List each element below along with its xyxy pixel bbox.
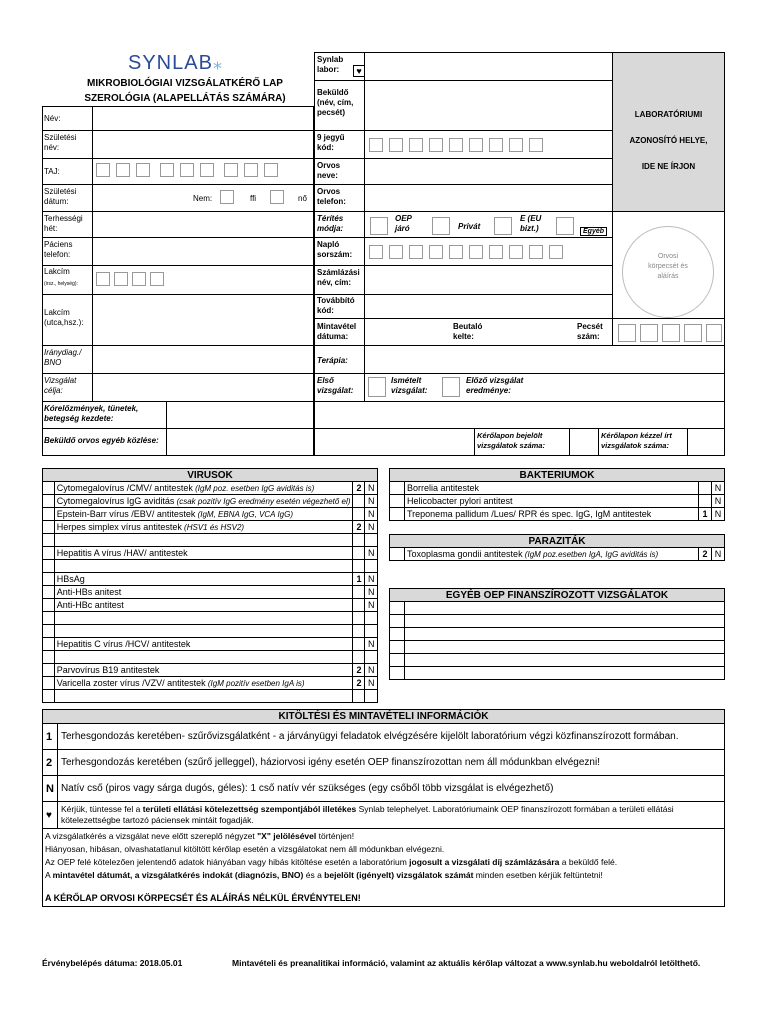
test-checkbox[interactable] (390, 667, 405, 680)
test-tube-type (365, 612, 378, 625)
test-key: 2 (699, 548, 712, 561)
test-checkbox[interactable] (43, 651, 55, 664)
label-terapia: Terápia: (317, 356, 348, 365)
test-checkbox[interactable] (390, 495, 405, 508)
heart-icon: ♥ (353, 65, 365, 77)
nev-field[interactable] (93, 107, 313, 129)
test-key (353, 560, 365, 573)
test-checkbox[interactable] (43, 573, 55, 586)
test-checkbox[interactable] (390, 508, 405, 521)
note-3: Az OEP felé kötelezően jelentendő adatok hiányában vagy hibás kitöltése esetén a laboratórium jogosult a vizsgálati díj számlázására a beküldő felé. (45, 857, 618, 867)
test-key (353, 547, 365, 560)
label-beutalo: Beutaló kelte: (453, 322, 483, 341)
label-iranydiag: Iránydiag./ BNO (44, 348, 82, 367)
note-invalid: A KÉRŐLAP ORVOSI KÖRPECSÉT ÉS ALÁÍRÁS NÉLKÜL ÉRVÉNYTELEN! (45, 893, 361, 903)
label-eu: E (EU bizt.) (520, 214, 542, 233)
label-ffi: ffi (250, 194, 257, 203)
label-szuletesi-datum: Születési dátum: (44, 187, 77, 206)
test-row (43, 690, 378, 703)
test-name: Herpes simplex vírus antitestek (HSV1 és HSV2) (54, 521, 353, 534)
test-name (54, 690, 353, 703)
parazitak-table (389, 534, 725, 561)
info-section (42, 709, 725, 907)
test-checkbox[interactable] (43, 521, 55, 534)
empty-row (390, 667, 725, 680)
test-key (353, 599, 365, 612)
test-name[interactable] (405, 654, 725, 667)
test-row (43, 638, 378, 651)
info-key-2: 2 (43, 750, 58, 776)
test-tube-type: N (365, 547, 378, 560)
empty-row (390, 654, 725, 667)
label-terites: Térítés módja: (317, 214, 344, 233)
test-row (43, 547, 378, 560)
lab-id-line2: AZONOSÍTÓ HELYE, (629, 136, 708, 145)
test-name: Cytomegalovírus IgG aviditás (csak pozitív IgG eredmény esetén végezhető el) (54, 495, 353, 508)
label-vizsgalat-celja: Vizsgálat célja: (44, 376, 77, 395)
test-row (390, 482, 725, 495)
test-row (43, 560, 378, 573)
info-row-1: Terhesgondozás keretében- szűrővizsgálatként - a járványügyi feladatok elvégzésére kijelölt laboratórium végzi közfinanszírozott formában. (57, 724, 724, 750)
elso-checkbox[interactable] (368, 377, 386, 397)
nem-box-1[interactable] (220, 190, 234, 204)
label-oep: OEP járó (395, 214, 412, 233)
test-row (390, 548, 725, 561)
label-szuletesi-nev: Születési név: (44, 133, 77, 152)
test-checkbox[interactable] (43, 625, 55, 638)
test-row (43, 612, 378, 625)
footer-date: Érvénybelépés dátuma: 2018.05.01 (42, 958, 183, 968)
test-row (43, 495, 378, 508)
test-tube-type: N (365, 586, 378, 599)
test-name[interactable] (405, 641, 725, 654)
info-row-3: Natív cső (piros vagy sárga dugós, géles): 1 cső natív vér szükséges (egy csőből több vizsgálat is elvégezhető) (57, 776, 724, 802)
test-tube-type (365, 690, 378, 703)
test-tube-type: N (365, 508, 378, 521)
info-key-n: N (43, 776, 58, 802)
test-name: HBsAg (54, 573, 353, 586)
test-checkbox[interactable] (43, 677, 55, 690)
test-row (43, 599, 378, 612)
test-tube-type: N (712, 482, 725, 495)
test-name: Treponema pallidum /Lues/ RPR és spec. IgG, IgM antitestek (405, 508, 699, 521)
label-orvos-telefon: Orvos telefon: (317, 187, 346, 206)
test-tube-type (365, 534, 378, 547)
info-row-2: Terhesgondozás keretében (szűrő jelleggel), háziorvosi igény esetén OEP finanszírozottan nem áll módunkban elvégezni! (57, 750, 724, 776)
test-name: Parvovírus B19 antitestek (54, 664, 353, 677)
empty-row (390, 615, 725, 628)
test-row (43, 521, 378, 534)
test-key (353, 495, 365, 508)
test-key: 2 (353, 664, 365, 677)
test-name[interactable] (405, 602, 725, 615)
parazitak-title: PARAZITÁK (390, 535, 725, 548)
ismetelt-checkbox[interactable] (442, 377, 460, 397)
label-egyeb: Egyéb (580, 227, 607, 236)
test-key: 1 (699, 508, 712, 521)
test-name: Helicobacter pylori antitest (405, 495, 699, 508)
test-checkbox[interactable] (43, 690, 55, 703)
label-privat: Privát (458, 222, 481, 231)
test-key (353, 508, 365, 521)
label-mintavetel: Mintavétel dátuma: (317, 322, 357, 341)
test-key (353, 612, 365, 625)
test-name[interactable] (405, 615, 725, 628)
empty-row (390, 628, 725, 641)
lab-id-line3: IDE NE ÍRJON (641, 162, 696, 171)
label-tovabbito: Továbbító kód: (317, 296, 355, 315)
label-lakcim: Lakcím (44, 267, 70, 276)
label-9-jegyu-kod: 9 jegyű kód: (317, 133, 345, 152)
label-bekuldo: Beküldő (név, cím, pecsét) (317, 88, 354, 117)
test-tube-type: N (365, 495, 378, 508)
label-bejelolt: Kérőlapon bejelölt vizsgálatok száma: (477, 431, 545, 450)
test-tube-type: N (712, 548, 725, 561)
egyeb-table (389, 588, 725, 680)
test-checkbox[interactable] (390, 654, 405, 667)
test-row (43, 573, 378, 586)
label-naplo: Napló sorszám: (317, 240, 353, 259)
ffi-checkbox[interactable] (270, 190, 284, 204)
label-nev: Név: (44, 114, 61, 123)
test-tube-type: N (365, 664, 378, 677)
test-name: Toxoplasma gondii antitestek (IgM poz.esetben IgA, IgG aviditás is) (405, 548, 699, 561)
empty-row (390, 602, 725, 615)
test-key (353, 586, 365, 599)
privat-checkbox[interactable] (432, 217, 450, 235)
note-4: A mintavétel dátumát, a vizsgálatkérés indokát (diagnózis, BNO) és a bejelölt (igényelt) vizsgálatok számát minden esetben kérjük feltüntetni! (45, 870, 603, 880)
info-key-heart: ♥ (43, 802, 58, 829)
test-checkbox[interactable] (390, 641, 405, 654)
label-bekuldo-kozles: Beküldő orvos egyéb közlése: (44, 436, 159, 445)
test-checkbox[interactable] (43, 508, 55, 521)
test-row (43, 534, 378, 547)
test-name: Borrelia antitestek (405, 482, 699, 495)
test-key (353, 638, 365, 651)
egyeb-checkbox[interactable] (556, 217, 574, 235)
test-key (699, 482, 712, 495)
test-checkbox[interactable] (390, 615, 405, 628)
test-checkbox[interactable] (390, 482, 405, 495)
label-paciens-telefon: Páciens telefon: (44, 240, 73, 259)
oep-checkbox[interactable] (370, 217, 388, 235)
test-tube-type: N (712, 495, 725, 508)
test-row (43, 625, 378, 638)
test-checkbox[interactable] (43, 664, 55, 677)
stamp-line3: aláírás (657, 273, 679, 280)
egyeb-title: EGYÉB OEP FINANSZÍROZOTT VIZSGÁLATOK (390, 589, 725, 602)
test-checkbox[interactable] (43, 534, 55, 547)
info-title: KITÖLTÉSI ÉS MINTAVÉTELI INFORMÁCIÓK (43, 710, 725, 724)
logo-text: SYNLAB (128, 52, 213, 74)
test-row (43, 664, 378, 677)
test-tube-type: N (365, 521, 378, 534)
test-name (54, 560, 353, 573)
test-tube-type (365, 625, 378, 638)
test-row (43, 677, 378, 690)
test-key (353, 651, 365, 664)
test-row (43, 651, 378, 664)
test-checkbox[interactable] (43, 495, 55, 508)
test-key (353, 690, 365, 703)
test-checkbox[interactable] (43, 612, 55, 625)
empty-row (390, 641, 725, 654)
test-name[interactable] (405, 667, 725, 680)
test-row (43, 482, 378, 495)
form-title: MIKROBIOLÓGIAI VIZSGÁLATKÉRŐ LAP (87, 78, 283, 89)
label-lakcim-utca: Lakcím (utca,hsz.): (44, 308, 84, 327)
test-name: Cytomegalovírus /CMV/ antitestek (IgM poz. esetben IgG aviditás is) (54, 482, 353, 495)
test-row (390, 495, 725, 508)
info-notes (43, 829, 725, 907)
test-key (353, 625, 365, 638)
test-checkbox[interactable] (43, 547, 55, 560)
lab-id-line1: LABORATÓRIUMI (634, 110, 703, 119)
info-key-1: 1 (43, 724, 58, 750)
test-name: Hepatitis C vírus /HCV/ antitestek (54, 638, 353, 651)
test-checkbox[interactable] (390, 548, 405, 561)
label-ismetelt: Ismételt vizsgálat: (391, 376, 428, 395)
test-tube-type (365, 651, 378, 664)
label-kezzel: Kérőlapon kézzel írt vizsgálatok száma: (601, 431, 672, 450)
test-name (54, 534, 353, 547)
label-no: nő (298, 194, 307, 203)
test-checkbox[interactable] (43, 482, 55, 495)
footer-info: Mintavételi és preanalitikai információ, valamint az aktuális kérőlap változat a www.synlab.hu weboldalról letölthető. (232, 958, 701, 968)
test-checkbox[interactable] (390, 628, 405, 641)
bakteriumok-title: BAKTERIUMOK (390, 469, 725, 482)
eu-checkbox[interactable] (494, 217, 512, 235)
test-checkbox[interactable] (43, 560, 55, 573)
test-tube-type: N (365, 638, 378, 651)
test-tube-type (365, 560, 378, 573)
test-key: 2 (353, 521, 365, 534)
test-name: Anti-HBs anitest (54, 586, 353, 599)
test-tube-type: N (365, 573, 378, 586)
bakteriumok-table (389, 468, 725, 521)
virusok-title: VIRUSOK (43, 469, 378, 482)
test-checkbox[interactable] (43, 586, 55, 599)
test-name: Anti-HBc antitest (54, 599, 353, 612)
test-tube-type: N (712, 508, 725, 521)
note-2: Hiányosan, hibásan, olvashatatlanul kitöltött kérőlap esetén a vizsgálatokat nem áll módunkban elvégezni. (45, 844, 445, 854)
test-key: 2 (353, 677, 365, 690)
test-name (54, 625, 353, 638)
stamp-line2: körpecsét és (648, 263, 688, 270)
test-checkbox[interactable] (43, 638, 55, 651)
label-korelozmenyek: Kórelőzmények, tünetek, betegség kezdete: (44, 404, 139, 423)
label-nem: Nem: (193, 194, 213, 203)
label-orvos-neve: Orvos neve: (317, 161, 341, 180)
test-row (43, 508, 378, 521)
test-tube-type: N (365, 482, 378, 495)
test-tube-type: N (365, 677, 378, 690)
label-elozo: Előző vizsgálat eredménye: (466, 376, 524, 395)
test-name (54, 612, 353, 625)
test-name[interactable] (405, 628, 725, 641)
stamp-line1: Orvosi (657, 253, 679, 260)
synlab-logo: SYNLAB⁎ (128, 52, 223, 74)
test-name: Hepatitis A vírus /HAV/ antitestek (54, 547, 353, 560)
test-name: Epstein-Barr vírus /EBV/ antitestek (IgM, EBNA IgG, VCA IgG) (54, 508, 353, 521)
note-1: A vizsgálatkérés a vizsgálat neve előtt szereplő négyzet "X" jelölésével történjen! (45, 831, 355, 841)
test-row (390, 508, 725, 521)
test-checkbox[interactable] (43, 599, 55, 612)
test-key (699, 495, 712, 508)
test-key (353, 534, 365, 547)
label-terhessegi-het: Terhességi hét: (44, 214, 83, 233)
test-name (54, 651, 353, 664)
test-key: 1 (353, 573, 365, 586)
label-szamlazasi: Számlázási név, cím: (317, 268, 360, 287)
label-taj: TAJ: (44, 167, 60, 176)
label-synlab-labor: Synlab labor: (317, 55, 344, 74)
test-row (43, 586, 378, 599)
test-checkbox[interactable] (390, 602, 405, 615)
form-subtitle: SZEROLÓGIA (ALAPELLÁTÁS SZÁMÁRA) (84, 93, 286, 104)
info-row-4: Kérjük, tüntesse fel a területi ellátási kötelezettség szempontjából illetékes Synlab telephelyet. Laboratóriumaink OEP finanszírozott formában a területi ellátási kötelezettségbe tartozó páciensek mintáit fogadják. (57, 802, 724, 829)
label-lakcim-sub: (irsz., helység): (44, 281, 78, 287)
virusok-table (42, 468, 378, 703)
label-elso: Első vizsgálat: (317, 376, 354, 395)
test-name: Varicella zoster vírus /VZV/ antitestek (IgM pozitív esetben IgA is) (54, 677, 353, 690)
test-key: 2 (353, 482, 365, 495)
label-pecset: Pecsét szám: (577, 322, 603, 341)
test-tube-type: N (365, 599, 378, 612)
